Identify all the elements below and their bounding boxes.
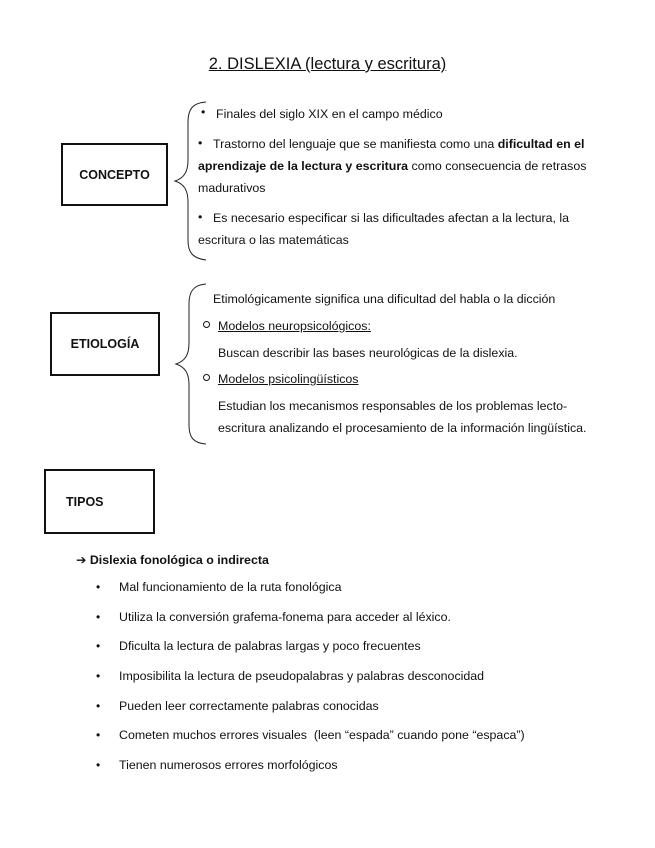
page-title: 2. DISLEXIA (lectura y escritura) — [208, 55, 447, 73]
bullet-icon: • — [201, 105, 206, 119]
concepto-label: CONCEPTO — [79, 167, 150, 182]
list-item — [96, 635, 616, 665]
bullet-icon: • — [198, 210, 203, 224]
list-item — [96, 754, 616, 784]
etiologia-label: ETIOLOGÍA — [70, 337, 140, 351]
list-item — [96, 665, 616, 695]
bullet-icon: • — [96, 639, 101, 654]
etiologia-brace — [176, 284, 206, 444]
list-item-text: Utiliza la conversión grafema-fonema para acceder al léxico. — [119, 609, 451, 624]
model-1-desc: Buscan describir las bases neurológicas de la dislexia. — [218, 346, 518, 360]
bullet-icon: • — [96, 758, 101, 773]
model-2-desc-line-1: Estudian los mecanismos responsables de los problemas lecto- — [218, 399, 568, 413]
concepto-bullet-1: Finales del siglo XIX en el campo médico — [216, 107, 443, 121]
tipos-box — [44, 469, 155, 534]
model-2-title: Modelos psicolingüísticos — [218, 372, 359, 386]
model-1-title: Modelos neuropsicológicos: — [218, 319, 371, 333]
etiologia-box — [50, 312, 160, 376]
tipos-heading-text: Dislexia fonológica o indirecta — [89, 553, 269, 567]
concepto-bullet-3-text: escritura o las matemáticas — [198, 233, 349, 247]
concepto-bullet-2-text: como consecuencia de retrasos — [408, 159, 587, 173]
bullet-icon: • — [198, 136, 203, 150]
bullet-icon: • — [96, 728, 101, 743]
list-item-text: Cometen muchos errores visuales (leen “espada” cuando pone “espaca”) — [119, 728, 525, 743]
arrow-right-icon: ➔ — [76, 553, 87, 567]
concepto-bullet-2-bold: dificultad en el — [497, 137, 585, 151]
list-item-text: Pueden leer correctamente palabras conocidas — [119, 698, 379, 713]
ring-bullet-icon — [203, 368, 215, 390]
concepto-bullet-2-text: Trastorno del lenguaje que se manifiesta como una — [213, 137, 498, 151]
concepto-bullet-3 — [198, 207, 618, 251]
list-item-text: Mal funcionamiento de la ruta fonológica — [119, 580, 342, 594]
list-item — [96, 695, 616, 725]
concepto-box — [61, 143, 168, 206]
concepto-bullet-2-bold: aprendizaje de la lectura y escritura — [198, 159, 409, 173]
concepto-bullet-2 — [198, 133, 618, 199]
etiologia-intro: Etimológicamente significa una dificultad del habla o la dicción — [213, 292, 556, 306]
ring-bullet-icon — [203, 315, 215, 337]
list-item-text: Tienen numerosos errores morfológicos — [119, 758, 338, 773]
bullet-icon: • — [96, 698, 101, 713]
tipos-heading — [76, 549, 269, 571]
tipos-label: TIPOS — [66, 494, 104, 509]
bullet-icon: • — [96, 580, 101, 594]
concepto-bullet-2-text: madurativos — [198, 181, 266, 195]
tipos-list — [96, 576, 616, 784]
list-item — [96, 576, 616, 606]
bullet-icon: • — [96, 609, 101, 624]
list-item — [96, 606, 616, 636]
model-2-desc-line-2: escritura analizando el procesamiento de la información lingüística. — [218, 421, 587, 435]
list-item — [96, 724, 616, 754]
concepto-bullet-3-text: Es necesario especificar si las dificultades afectan a la lectura, la — [213, 211, 570, 225]
list-item-text: Dficulta la lectura de palabras largas y poco frecuentes — [119, 639, 421, 654]
list-item-text: Imposibilita la lectura de pseudopalabras y palabras desconocidad — [119, 669, 485, 684]
bullet-icon: • — [96, 669, 101, 684]
